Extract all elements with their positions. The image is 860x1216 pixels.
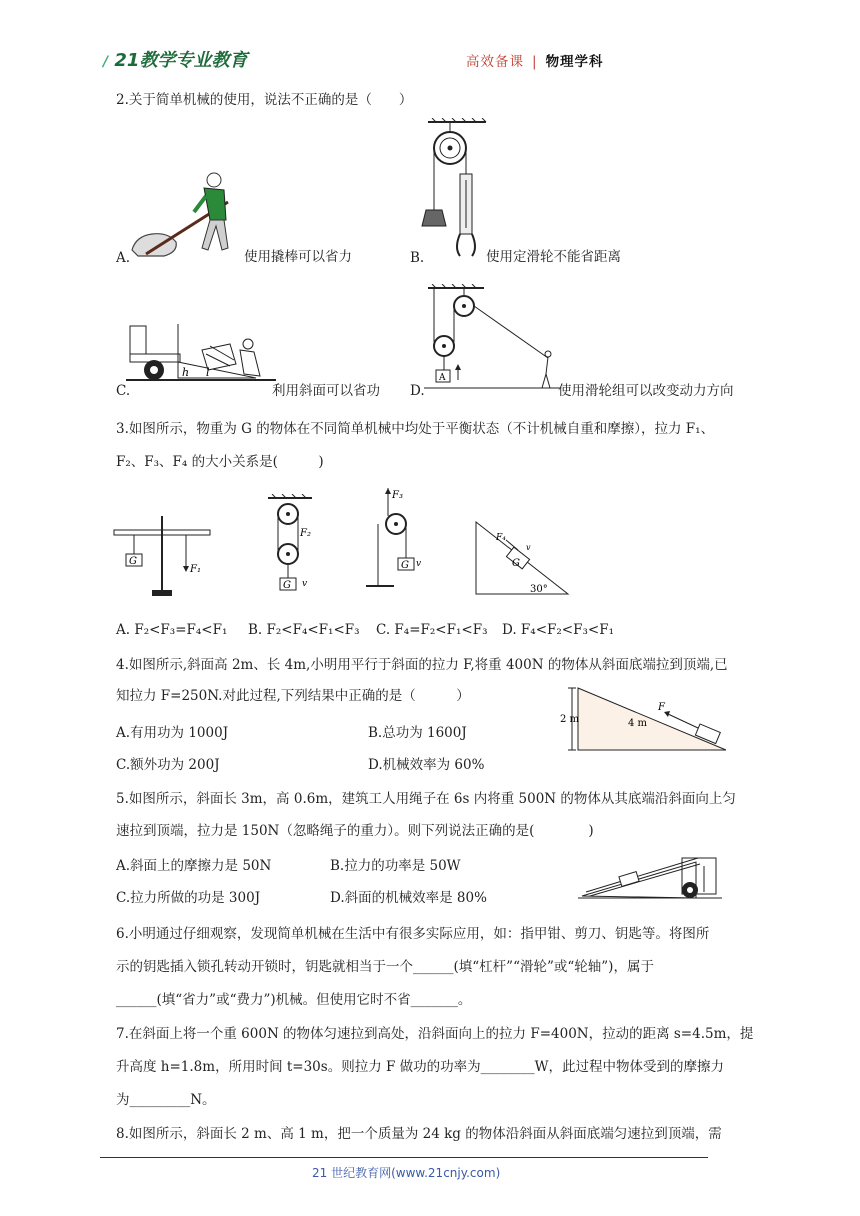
q3-pulley2-f3-label: F₃ [392, 490, 403, 501]
footer-divider [100, 1157, 708, 1158]
q2-option-d-label: D. [410, 383, 425, 399]
q5-option-c: C.拉力所做的功是 300J [116, 890, 261, 906]
q2-figure-c-h-label: h [182, 366, 190, 379]
q3-incline-f4-label: F₄ [496, 533, 506, 543]
publisher-logo [103, 46, 247, 72]
q3-option-d: D. F₄<F₂<F₃<F₁ [502, 622, 614, 638]
footer-source: 21 世纪教育网(www.21cnjy.com) [312, 1166, 501, 1180]
q3-pulley2-g-label: G [401, 560, 409, 571]
logo-slash: / [103, 54, 109, 70]
q3-pulley1-g-label: G [283, 580, 291, 591]
q5-option-d: D.斜面的机械效率是 80% [330, 890, 487, 906]
q3-pulley1-v-label: v [302, 579, 308, 589]
q2-option-b-text: 使用定滑轮不能省距离 [486, 249, 621, 265]
q4-figure-incline [560, 684, 730, 754]
q3-figure-fixed-pulley [366, 486, 426, 598]
q6-line-3: ______(填“省力”或“费力”)机械。但使用它时不省_______。 [116, 992, 472, 1008]
q2-stem: 2.关于简单机械的使用，说法不正确的是（ ） [116, 92, 413, 108]
q3-lever-g-label: G [129, 556, 137, 567]
q5-option-b: B.拉力的功率是 50W [330, 858, 461, 874]
q2-option-c-text: 利用斜面可以省功 [272, 383, 380, 399]
q2-figure-d-pulley-block [424, 284, 560, 392]
q7-line-2: 升高度 h=1.8m，所用时间 t=30s。则拉力 F 做功的功率为________W，此过程中物体受到的摩擦力 [116, 1059, 725, 1075]
q7-line-1: 7.在斜面上将一个重 600N 的物体匀速拉到高处，沿斜面向上的拉力 F=400N，拉动的距离 s=4.5m，提 [116, 1026, 754, 1042]
q5-stem-line-1: 5.如图所示，斜面长 3m，高 0.6m，建筑工人用绳子在 6s 内将重 500N 的物体从其底端沿斜面向上匀 [116, 791, 736, 807]
q2-figure-c-l-label: l [206, 366, 210, 379]
q3-figure-movable-pulley [262, 494, 322, 604]
q3-stem-line-1: 3.如图所示，物重为 G 的物体在不同简单机械中均处于平衡状态（不计机械自重和摩擦），拉力 F₁、 [116, 421, 715, 437]
q2-option-d-text: 使用滑轮组可以改变动力方向 [558, 383, 734, 399]
q7-line-3: 为_________N。 [116, 1092, 216, 1108]
q3-option-c: C. F₄=F₂<F₁<F₃ [376, 622, 488, 638]
q2-option-a-text: 使用撬棒可以省力 [244, 249, 352, 265]
q3-pulley2-v-label: v [416, 559, 422, 569]
q3-option-a: A. F₂<F₃=F₄<F₁ [116, 622, 228, 638]
q4-force-label: F [658, 702, 665, 713]
q2-option-b-label: B. [410, 250, 425, 266]
q6-line-2: 示的钥匙插入锁孔转动开锁时，钥匙就相当于一个______(填“杠杆”“滑轮”或“轮轴”)，属于 [116, 959, 654, 975]
q3-pulley1-f2-label: F₂ [300, 528, 311, 539]
q5-option-a: A.斜面上的摩擦力是 50N [116, 858, 272, 874]
logo-text: 21教学专业教育 [114, 50, 248, 71]
q6-line-1: 6.小明通过仔细观察，发现简单机械在生活中有很多实际应用，如：指甲钳、剪刀、钥匙等。将图所 [116, 926, 710, 942]
q2-option-a-label: A. [116, 250, 131, 266]
header-tags [466, 50, 604, 70]
header-separator: | [532, 54, 538, 70]
q5-stem-line-2: 速拉到顶端，拉力是 150N（忽略绳子的重力）。则下列说法正确的是( ) [116, 823, 594, 839]
q3-incline-v-label: v [526, 543, 531, 552]
q4-option-a: A.有用功为 1000J [116, 725, 229, 741]
q8-line-1: 8.如图所示，斜面长 2 m、高 1 m，把一个质量为 24 kg 的物体沿斜面从斜面底端匀速拉到顶端，需 [116, 1126, 722, 1142]
q3-stem-line-2: F₂、F₃、F₄ 的大小关系是( ) [116, 454, 324, 470]
q3-figure-incline [472, 514, 572, 598]
q2-figure-b-fixed-pulley [420, 118, 490, 263]
q4-stem-line-1: 4.如图所示,斜面高 2m、长 4m,小明用平行于斜面的拉力 F,将重 400N 的物体从斜面底端拉到顶端,已 [116, 657, 728, 673]
q3-lever-f1-label: F₁ [190, 564, 201, 575]
header-tag-1: 高效备课 [466, 54, 524, 70]
q2-option-c-label: C. [116, 383, 131, 399]
q3-incline-g-label: G [512, 558, 520, 569]
header-tag-2: 物理学科 [545, 54, 604, 70]
q4-stem-line-2: 知拉力 F=250N.对此过程,下列结果中正确的是（ ） [116, 688, 470, 704]
q4-length-label: 4 m [628, 718, 648, 729]
q2-figure-a-crowbar [128, 170, 243, 265]
q3-figure-lever [110, 510, 214, 600]
q3-option-b: B. F₂<F₄<F₁<F₃ [248, 622, 360, 638]
q5-figure-incline-truck [578, 852, 722, 902]
q4-option-c: C.额外功为 200J [116, 757, 220, 773]
q4-option-b: B.总功为 1600J [368, 725, 467, 741]
q2-figure-c-ramp [126, 318, 276, 390]
q3-incline-angle-label: 30° [530, 584, 548, 595]
q2-figure-d-block-label: A [439, 373, 446, 383]
q4-height-label: 2 m [560, 714, 580, 725]
q4-option-d: D.机械效率为 60% [368, 757, 485, 773]
